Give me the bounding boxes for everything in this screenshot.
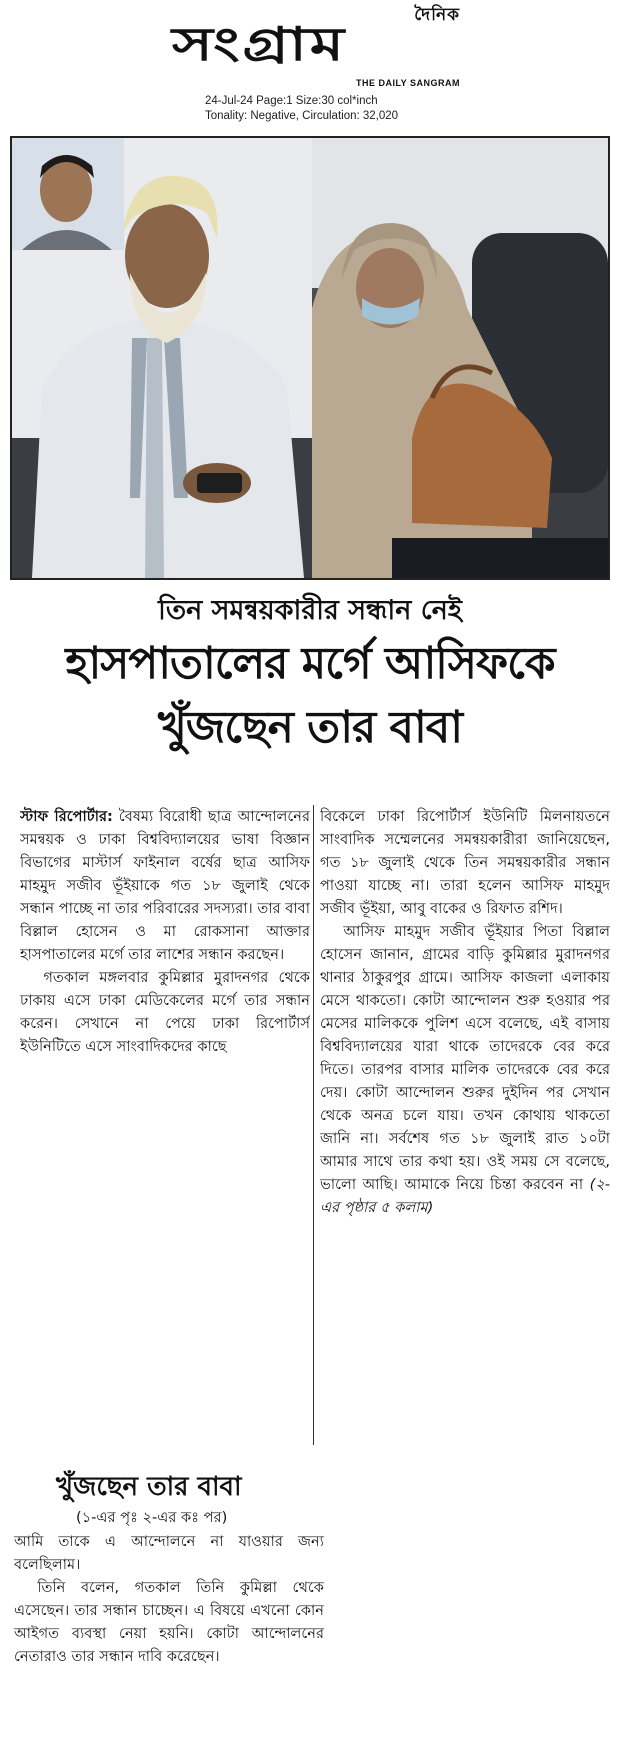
article-paragraph-text: আসিফ মাহমুদ সজীব ভূঁইয়ার পিতা বিল্লাল হোসেন জানান, গ্রামের বাড়ি কুমিল্লার মুরাদনগর থানার ঠাকুরপুর গ্রামে। আসিফ কাজলা এলাকায় মেসে থাকতো। কোটা আন্দোলন শুরু হওয়ার পর মেসের মালিককে পুলিশ এসে বলেছে, এই বাসায় বিশ্ববিদ্যালয়ের যারা থাকে তাদেরকে বের করে দিতে। তারপর বাসার মালিক তাদেরকে বের করে দেয়। কোটা আন্দোলন শুরুর দুইদিন পর সেখান থেকে অনত্র চলে যায়। তখন কোথায় থাকতো জানি না। সর্বশেষ গত ১৮ জুলাই রাত ১০টা আমার সাথে তার কথা হয়। ওই সময় সে বলেছে, ভালো আছি। আমাকে নিয়ে চিন্তা করবেন না [320,923,610,1193]
article-paragraph [20,805,310,966]
article-paragraph: বিকেলে ঢাকা রিপোর্টার্স ইউনিটি মিলনায়তনে সাংবাদিক সম্মেলনের সমন্বয়কারীরা জানিয়েছেন, গত ১৮ জুলাই থেকে তিন সমন্বয়কারীর সন্ধান পাওয়া যাচ্ছে না। তারা হলেন আসিফ মাহমুদ সজীব ভূঁইয়া, আবু বাকের ও রিফাত রশিদ। [320,808,610,917]
continued-on-reference: (২-এর পৃষ্ঠার ৫ কলাম) [320,1176,610,1216]
main-headline-line-2: খুঁজছেন তার বাবা [158,702,462,753]
jump-reference: (১-এর পৃঃ ২-এর কঃ পর) [76,1509,228,1526]
article-paragraph [320,920,610,1219]
column-divider [313,805,314,1445]
news-photo-illustration [12,138,608,578]
article-column-left [20,805,310,1058]
article-paragraph-text: বৈষম্য বিরোধী ছাত্র আন্দোলনের সমন্বয়ক ও ঢাকা বিশ্ববিদ্যালয়ের ভাষা বিজ্ঞান বিভাগের মাস্টার্স ফাইনাল বর্ষের ছাত্র আসিফ মাহমুদ সজীব ভূঁইয়াকে গত ১৮ জুলাই থেকে সন্ধান পাচ্ছে না তার পরিবারের সদস্যরা। তার বাবা বিল্লাল হোসেন ও মা রোকসানা আক্তার হাসপাতালের মর্গে তার লাশের সন্ধান করছেন। [20,808,310,963]
main-headline-line-1: হাসপাতালের মর্গে আসিফকে [65,638,555,689]
masthead-english-name: THE DAILY SANGRAM [355,78,460,88]
clipping-date-page-size: 24-Jul-24 Page:1 Size:30 col*inch [205,95,378,107]
article-column-right [320,805,610,1219]
kicker-headline: তিন সমন্বয়কারীর সন্ধান নেই [158,595,462,626]
jump-paragraph: আমি তাকে এ আন্দোলনে না যাওয়ার জন্য বলেছিলাম। [14,1533,324,1573]
masthead-dainik: দৈনিক [414,5,460,25]
jump-paragraph: তিনি বলেন, গতকাল তিনি কুমিল্লা থেকে এসেছেন। তার সন্ধান চাচ্ছেন। এ বিষয়ে এখনো কোন আইগত ব্যবস্থা নেয়া হয়নি। কোটা আন্দোলনের নেতারাও তার সন্ধান দাবি করেছেন। [14,1579,324,1665]
clipping-meta [205,94,465,124]
clipping-tonality-circulation: Tonality: Negative, Circulation: 32,020 [205,110,399,122]
byline: স্টাফ রিপোর্টার: [20,808,113,825]
masthead [160,0,460,90]
article-paragraph: গতকাল মঙ্গলবার কুমিল্লার মুরাদনগর থেকে ঢাকায় এসে ঢাকা মেডিকেলের মর্গে তার সন্ধান করেন। সেখানে না পেয়ে ঢাকা রিপোর্টার্স ইউনিটিতে এসে সাংবাদিকদের কাছে [20,969,310,1055]
newspaper-logo: সংগ্রাম [172,17,347,71]
news-photo [10,136,610,580]
jump-continuation [14,1468,324,1668]
headline-block [10,590,610,760]
jump-headline: খুঁজছেন তার বাবা [56,1472,242,1502]
